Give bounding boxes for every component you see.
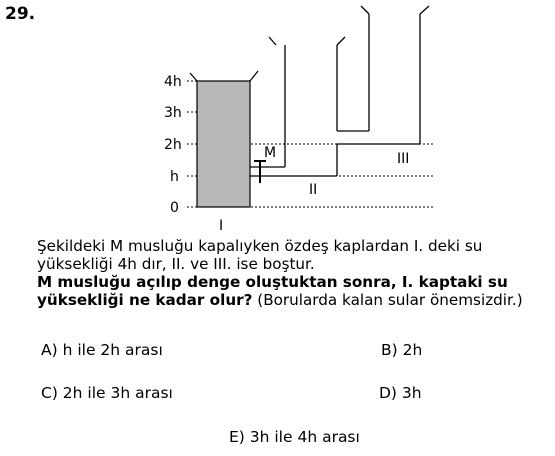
question-number: 29. (5, 4, 36, 24)
option-e[interactable]: E) 3h ile 4h arası (229, 428, 360, 446)
y-label-4h: 4h (164, 74, 182, 90)
option-a[interactable]: A) h ile 2h arası (41, 341, 163, 359)
valve-label: M (264, 145, 277, 161)
question-stem (37, 237, 552, 309)
option-d[interactable]: D) 3h (379, 384, 422, 402)
stem-question-bold: M musluğu açılıp denge oluştuktan sonra, I. kaptaki su yüksekliği ne kadar olur? (37, 273, 508, 309)
stem-question (37, 273, 552, 309)
y-label-0: 0 (170, 200, 179, 216)
option-c[interactable]: C) 2h ile 3h arası (41, 384, 173, 402)
y-label-2h: 2h (164, 137, 182, 153)
container-label-2: II (309, 182, 318, 198)
y-label-3h: 3h (164, 105, 182, 121)
container-label-3: III (397, 151, 410, 167)
stem-line-1: Şekildeki M musluğu kapalıyken özdeş kaplardan I. deki su yüksekliği 4h dır, II. ve III. ise boştur. (37, 237, 483, 273)
option-b[interactable]: B) 2h (381, 341, 423, 359)
container-1-water (197, 81, 250, 207)
y-label-h: h (170, 169, 179, 185)
valve-m (254, 161, 266, 183)
stem-question-note: (Borularda kalan sular önemsizdir.) (252, 291, 523, 309)
container-label-1: I (219, 218, 224, 234)
